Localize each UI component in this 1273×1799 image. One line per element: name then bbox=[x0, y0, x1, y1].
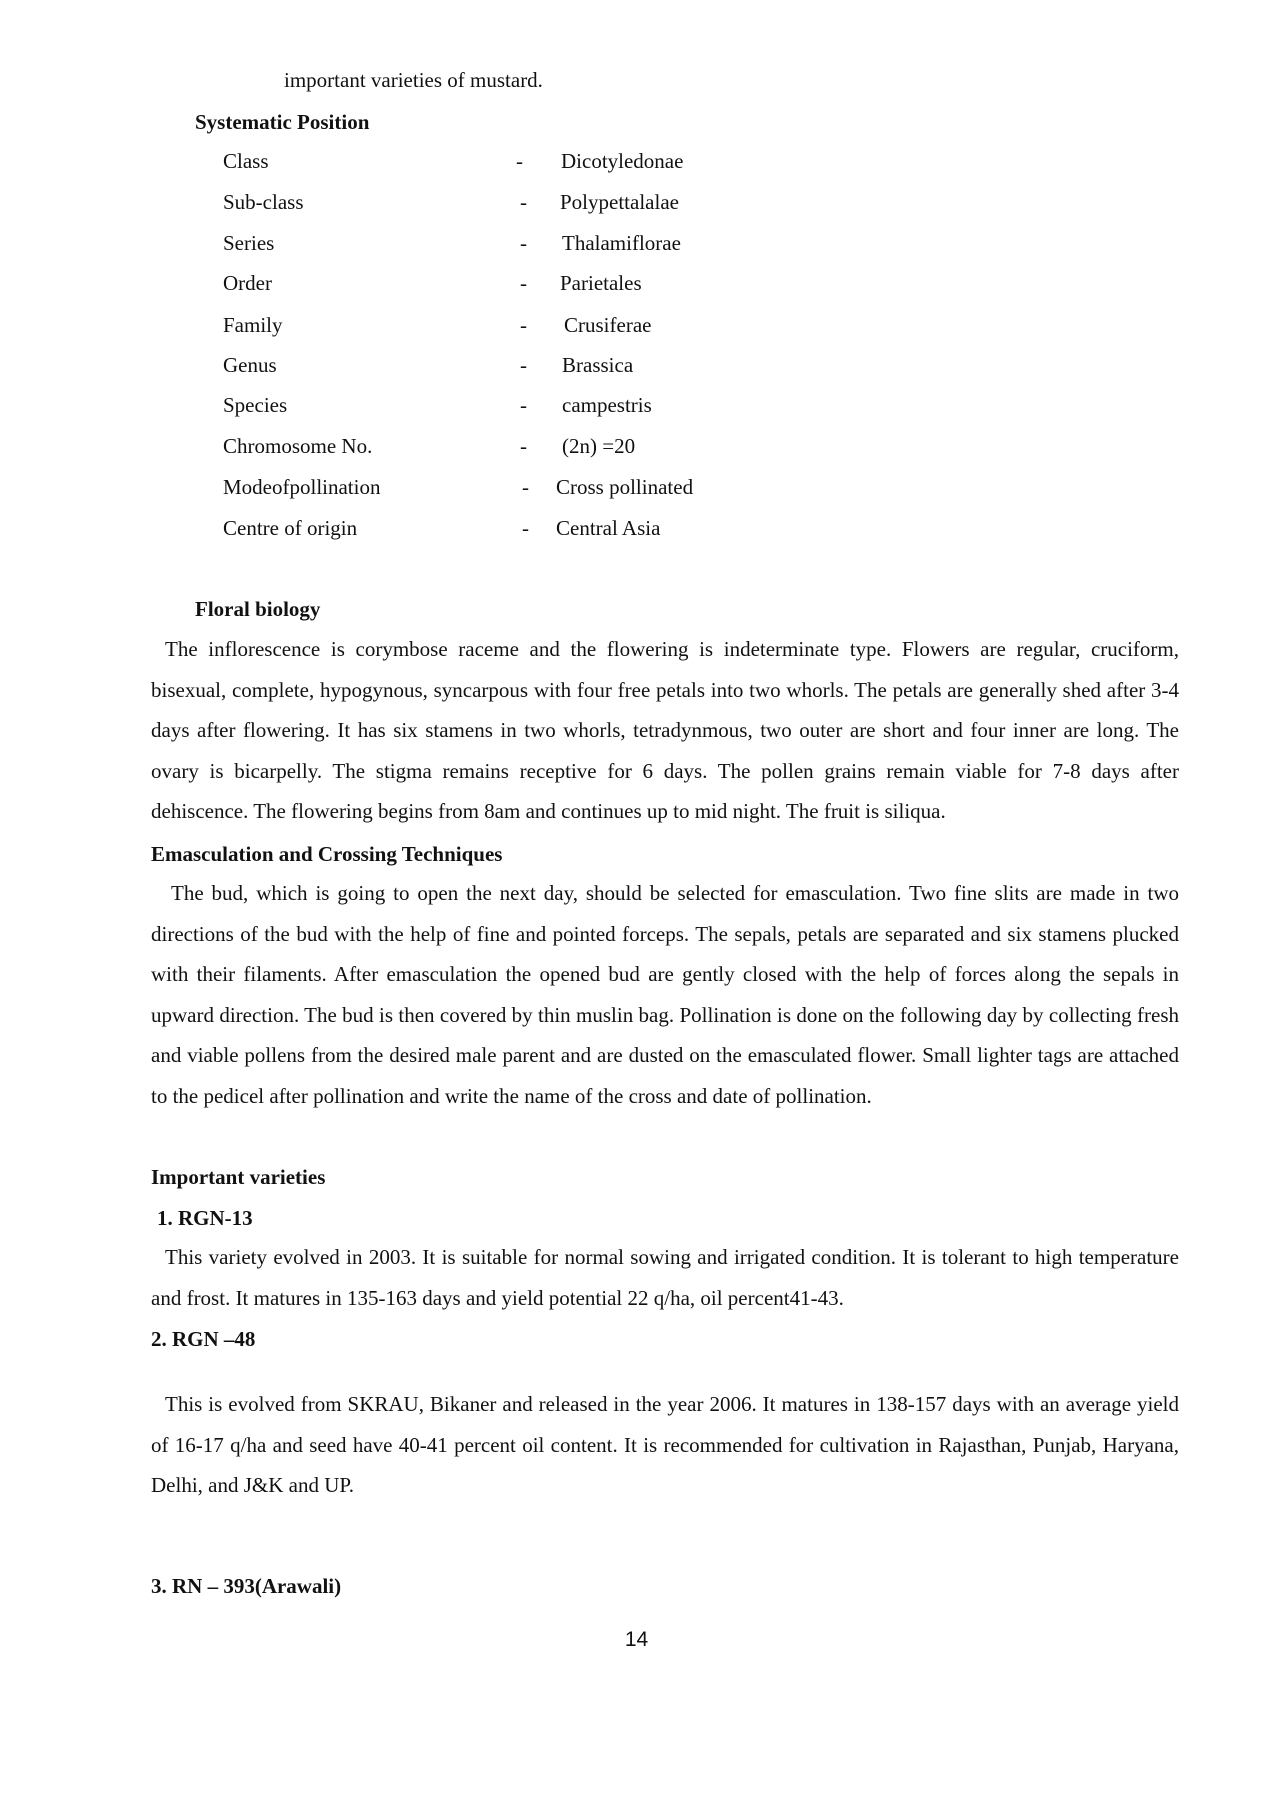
taxonomy-value: Dicotyledonae bbox=[561, 149, 684, 173]
taxonomy-dash: - bbox=[520, 231, 527, 255]
taxonomy-dash: - bbox=[520, 393, 527, 417]
taxonomy-value: Brassica bbox=[562, 353, 634, 377]
variety-text: This is evolved from SKRAU, Bikaner and released in the year 2006. It matures in 138-157 days with an average yield of 16-17 q/ha and seed have 40-41 percent oil content. It is recommended for cultivation in Rajasthan, Punjab, Haryana, Delhi, and J&K and UP. bbox=[151, 1392, 1179, 1497]
taxonomy-dash: - bbox=[520, 434, 527, 458]
taxonomy-label: Sub-class bbox=[223, 190, 304, 214]
intro-line: important varieties of mustard. bbox=[284, 68, 543, 92]
taxonomy-label: Chromosome No. bbox=[223, 434, 373, 458]
taxonomy-label: Centre of origin bbox=[223, 516, 358, 540]
taxonomy-label: Genus bbox=[223, 353, 277, 377]
taxonomy-dash: - bbox=[522, 475, 529, 499]
floral-paragraph bbox=[151, 629, 1179, 832]
floral-text: The inflorescence is corymbose raceme and the flowering is indeterminate type. Flowers are regular, cruciform, bisexual, complete, hypogynous, syncarpous with four free petals into two whorls. The petals are generally shed after 3-4 days after flowering. It has six stamens in two whorls, tetradynmous, two outer are short and four inner are long. The ovary is bicarpelly. The stigma remains receptive for 6 days. The pollen grains remain viable for 7-8 days after dehiscence. The flowering begins from 8am and continues up to mid night. The fruit is siliqua. bbox=[151, 637, 1179, 823]
taxonomy-value: Cross pollinated bbox=[556, 475, 694, 499]
taxonomy-dash: - bbox=[522, 516, 529, 540]
taxonomy-label: Class bbox=[223, 149, 269, 173]
varieties-heading: Important varieties bbox=[151, 1165, 326, 1189]
variety-title: 2. RGN –48 bbox=[151, 1327, 256, 1351]
taxonomy-dash: - bbox=[516, 149, 523, 173]
variety-description bbox=[151, 1384, 1179, 1506]
taxonomy-dash: - bbox=[520, 353, 527, 377]
systematic-heading: Systematic Position bbox=[195, 110, 370, 134]
taxonomy-dash: - bbox=[520, 190, 527, 214]
taxonomy-label: Species bbox=[223, 393, 288, 417]
taxonomy-value: (2n) =20 bbox=[562, 434, 636, 458]
taxonomy-value: Polypettalalae bbox=[560, 190, 679, 214]
emasculation-heading: Emasculation and Crossing Techniques bbox=[151, 842, 503, 866]
taxonomy-value: Thalamiflorae bbox=[562, 231, 681, 255]
variety-description bbox=[151, 1237, 1179, 1318]
taxonomy-value: campestris bbox=[562, 393, 652, 417]
variety-text: This variety evolved in 2003. It is suitable for normal sowing and irrigated condition. It is tolerant to high temperature and frost. It matures in 135-163 days and yield potential 22 q/ha, oil percent41-43. bbox=[151, 1245, 1179, 1310]
taxonomy-value: Parietales bbox=[560, 271, 642, 295]
taxonomy-dash: - bbox=[520, 313, 527, 337]
variety-title: 3. RN – 393(Arawali) bbox=[151, 1574, 342, 1598]
taxonomy-label: Family bbox=[223, 313, 283, 337]
taxonomy-label: Modeofpollination bbox=[223, 475, 381, 499]
emasculation-paragraph bbox=[151, 873, 1179, 1116]
taxonomy-label: Series bbox=[223, 231, 275, 255]
taxonomy-value: Crusiferae bbox=[564, 313, 652, 337]
taxonomy-dash: - bbox=[520, 271, 527, 295]
variety-title: 1. RGN-13 bbox=[157, 1206, 253, 1230]
emasculation-text: The bud, which is going to open the next day, should be selected for emasculation. Two fine slits are made in two directions of the bud with the help of fine and pointed forceps. The sepals, petals are separated and six stamens plucked with their filaments. After emasculation the opened bud are gently closed with the help of forces along the sepals in upward direction. The bud is then covered by thin muslin bag. Pollination is done on the following day by collecting fresh and viable pollens from the desired male parent and are dusted on the emasculated flower. Small lighter tags are attached to the pedicel after pollination and write the name of the cross and date of pollination. bbox=[151, 881, 1179, 1108]
floral-heading: Floral biology bbox=[195, 597, 321, 621]
taxonomy-label: Order bbox=[223, 271, 272, 295]
page-number: 14 bbox=[624, 1628, 649, 1651]
taxonomy-value: Central Asia bbox=[556, 516, 661, 540]
